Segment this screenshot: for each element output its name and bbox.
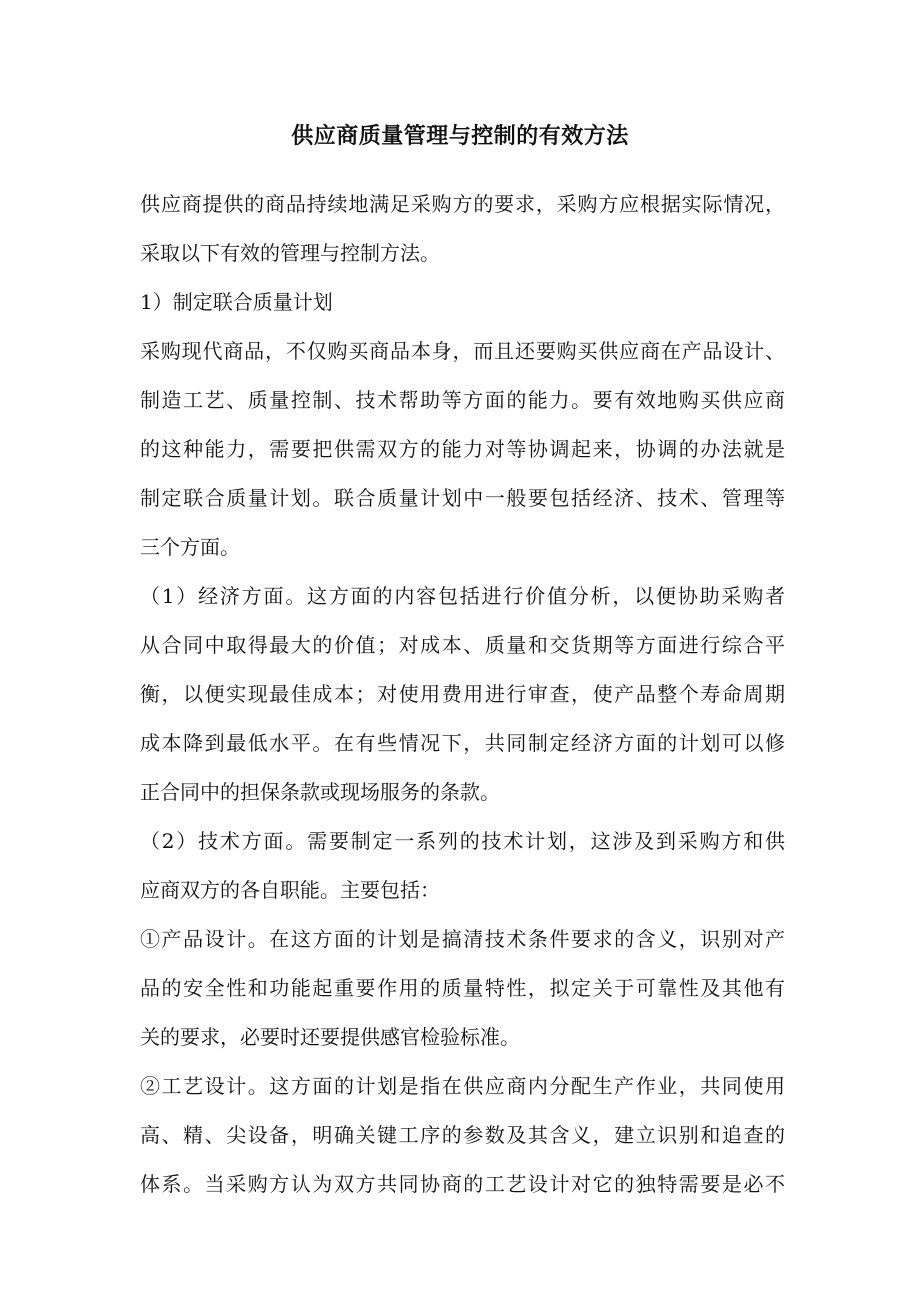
paragraph-line: 应商双方的各自职能。主要包括： xyxy=(140,878,440,902)
paragraph-line: 高、精、尖设备，明确关键工序的参数及其含义，建立识别和追查的 xyxy=(140,1123,785,1147)
paragraph-line: 体系。当采购方认为双方共同协商的工艺设计对它的独特需要是必不 xyxy=(140,1172,785,1196)
paragraph-line: 衡，以便实现最佳成本；对使用费用进行审查，使产品整个寿命周期 xyxy=(140,682,785,706)
paragraph-line: 从合同中取得最大的价值；对成本、质量和交货期等方面进行综合平 xyxy=(140,633,785,657)
paragraph-line: 制造工艺、质量控制、技术帮助等方面的能力。要有效地购买供应商 xyxy=(140,388,785,412)
paragraph-line: 品的安全性和功能起重要作用的质量特性，拟定关于可靠性及其他有 xyxy=(140,976,785,1000)
paragraph-line: 采取以下有效的管理与控制方法。 xyxy=(140,241,440,265)
paragraph-line: 三个方面。 xyxy=(140,535,240,559)
paragraph-line: 成本降到最低水平。在有些情况下，共同制定经济方面的计划可以修 xyxy=(140,731,785,755)
document-title: 供应商质量管理与控制的有效方法 xyxy=(291,123,629,149)
paragraph-line: 正合同中的担保条款或现场服务的条款。 xyxy=(140,780,500,804)
paragraph-line: 采购现代商品，不仅购买商品本身，而且还要购买供应商在产品设计、 xyxy=(140,339,785,363)
paragraph-line: （1）经济方面。这方面的内容包括进行价值分析，以便协助采购者 xyxy=(140,584,785,608)
section-heading: 1）制定联合质量计划 xyxy=(140,290,333,314)
paragraph-line: 的这种能力，需要把供需双方的能力对等协调起来，协调的办法就是 xyxy=(140,437,785,461)
paragraph-line: ②工艺设计。这方面的计划是指在供应商内分配生产作业，共同使用 xyxy=(140,1074,785,1098)
paragraph-line: 供应商提供的商品持续地满足采购方的要求，采购方应根据实际情况， xyxy=(140,192,785,216)
paragraph-line: 制定联合质量计划。联合质量计划中一般要包括经济、技术、管理等 xyxy=(140,486,785,510)
document-body xyxy=(140,185,785,1214)
paragraph-line: ①产品设计。在这方面的计划是搞清技术条件要求的含义，识别对产 xyxy=(140,927,785,951)
paragraph-line: （2）技术方面。需要制定一系列的技术计划，这涉及到采购方和供 xyxy=(140,829,785,853)
paragraph-line: 关的要求，必要时还要提供感官检验标准。 xyxy=(140,1025,520,1049)
